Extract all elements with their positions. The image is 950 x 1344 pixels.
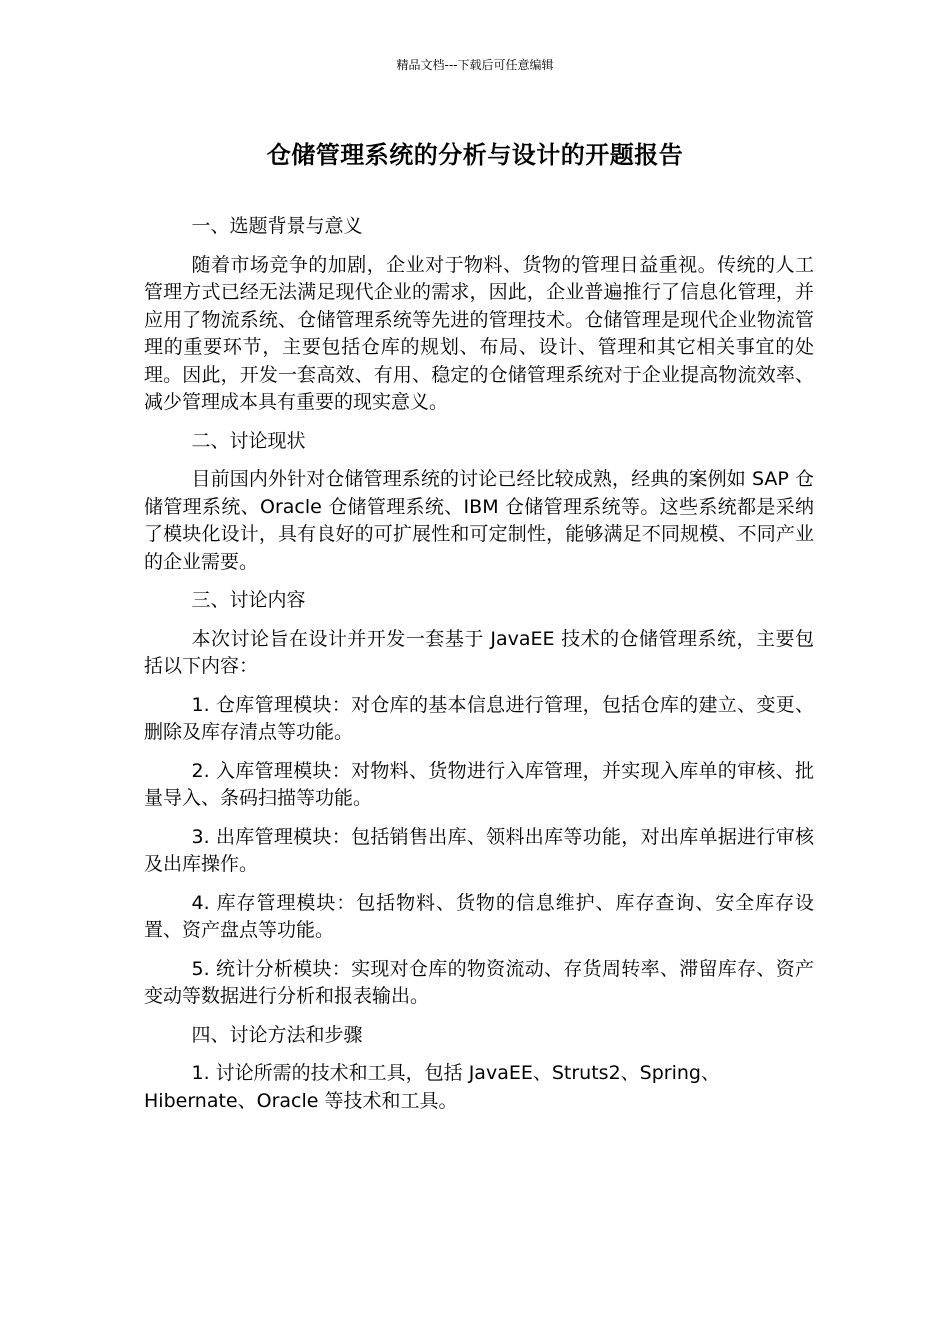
section-3-item-4: 4. 库存管理模块：包括物料、货物的信息维护、库存查询、安全库存设置、资产盘点等功能。 [144,891,814,941]
section-1-heading: 一、选题背景与意义 [191,215,363,237]
section-2-heading: 二、讨论现状 [191,429,306,452]
page-header-note: 精品文档---下载后可任意编辑 [396,58,554,72]
section-4-item-1: 1. 讨论所需的技术和工具，包括 JavaEE、Struts2、Spring、Hibernate、Oracle 等技术和工具。 [144,1062,720,1112]
section-3-item-2: 2. 入库管理模块：对物料、货物进行入库管理，并实现入库单的审核、批量导入、条码扫描等功能。 [144,759,814,809]
section-3-item-5: 5. 统计分析模块：实现对仓库的物资流动、存货周转率、滞留库存、资产变动等数据进行分析和报表输出。 [144,957,814,1007]
document-title: 仓储管理系统的分析与设计的开题报告 [266,141,684,169]
section-1-paragraph: 随着市场竞争的加剧，企业对于物料、货物的管理日益重视。传统的人工管理方式已经无法满足现代企业的需求，因此，企业普遍推行了信息化管理，并应用了物流系统、仓储管理系统等先进的管理技术。仓储管理是现代企业物流管理的重要环节，主要包括仓库的规划、布局、设计、管理和其它相关事宜的处理。因此，开发一套高效、有用、稳定的仓储管理系统对于企业提高物流效率、减少管理成本具有重要的现实意义。 [144,253,814,413]
section-3-paragraph: 本次讨论旨在设计并开发一套基于 JavaEE 技术的仓储管理系统，主要包括以下内容： [144,627,814,677]
section-3-item-3: 3. 出库管理模块：包括销售出库、领料出库等功能，对出库单据进行审核及出库操作。 [144,825,814,875]
section-4-heading: 四、讨论方法和步骤 [191,1023,363,1046]
section-3-item-1: 1. 仓库管理模块：对仓库的基本信息进行管理，包括仓库的建立、变更、删除及库存清点等功能。 [144,693,814,743]
section-3-heading: 三、讨论内容 [191,589,306,611]
document-body [144,213,814,1126]
section-2-paragraph: 目前国内外针对仓储管理系统的讨论已经比较成熟，经典的案例如 SAP 仓储管理系统、Oracle 仓储管理系统、IBM 仓储管理系统等。这些系统都是采纳了模块化设计，具有良好的可扩展性和可定制性，能够满足不同规模、不同产业的企业需要。 [144,468,814,573]
